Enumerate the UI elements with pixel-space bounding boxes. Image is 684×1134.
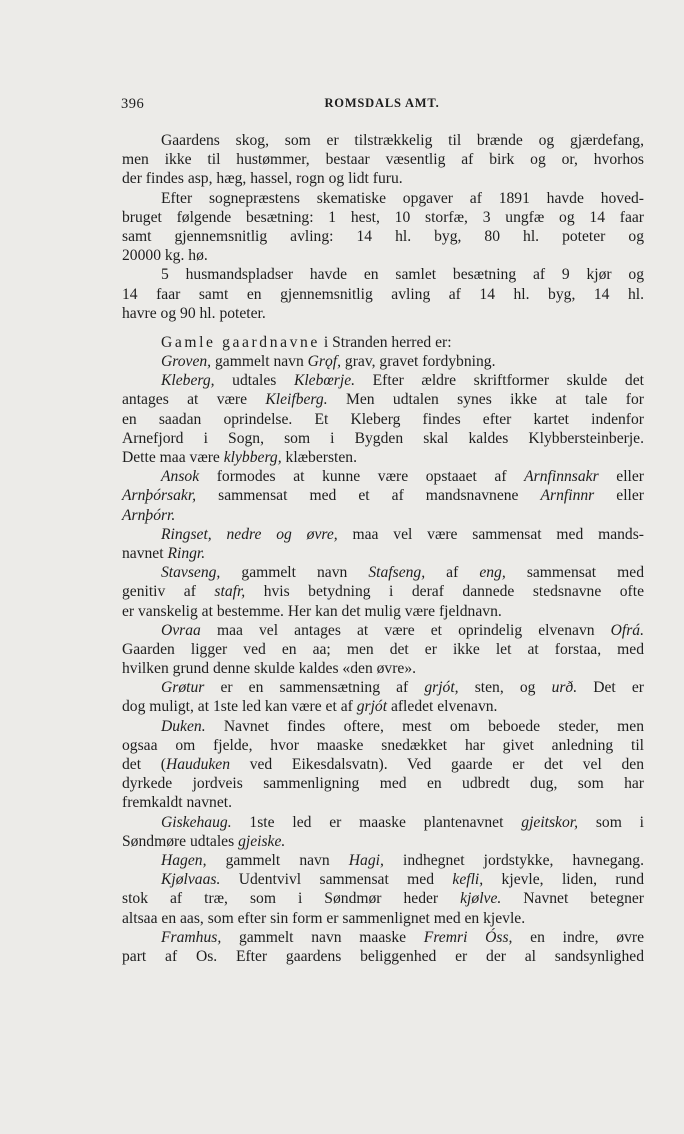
text-segment: formodes at kunne være opstaaet af bbox=[199, 468, 525, 486]
running-title: ROMSDALS AMT. bbox=[324, 96, 440, 110]
italic-term: kjølve. bbox=[460, 890, 502, 908]
italic-term: gjeitskor, bbox=[521, 813, 579, 831]
text-line bbox=[122, 717, 644, 736]
text-segment: stok af træ, som i Søndmør heder bbox=[122, 890, 461, 908]
text-segment: hvis betydning i deraf dannede stedsnavne ofte bbox=[245, 583, 644, 601]
text-segment: eller bbox=[594, 487, 644, 505]
text-line bbox=[122, 506, 644, 525]
text-segment: en indre, øvre bbox=[512, 928, 645, 946]
text-segment: i Stranden herred er: bbox=[319, 333, 452, 351]
italic-term: eng, bbox=[479, 564, 506, 582]
text-line bbox=[122, 832, 644, 851]
text-line bbox=[122, 467, 644, 486]
italic-term: Hagen, bbox=[161, 851, 207, 869]
text-line bbox=[122, 333, 644, 352]
text-line: men ikke til hustømmer, bestaar væsentlig af birk og or, hvorhos bbox=[122, 151, 644, 169]
text-segment: Navnet findes oftere, mest om beboede steder, men bbox=[205, 717, 644, 735]
text-segment: Det er bbox=[577, 679, 644, 697]
text-segment: det ( bbox=[122, 756, 166, 773]
italic-term: Arnþórsakr, bbox=[122, 487, 197, 505]
text-line: 5 husmandspladser havde en samlet besætning af 9 kjør og bbox=[161, 266, 644, 284]
italic-term: gjeiske. bbox=[238, 832, 286, 850]
text-segment: indhegnet jordstykke, havnegang. bbox=[383, 851, 644, 869]
italic-term: Stafseng, bbox=[368, 564, 426, 582]
text-line bbox=[122, 448, 644, 467]
text-segment: Navnet betegner bbox=[501, 890, 644, 908]
text-line: Arnefjord i Sogn, som i Bygden skal kaldes Klybbersteinberje. bbox=[122, 429, 644, 447]
italic-term: Fremri Óss, bbox=[423, 928, 513, 946]
italic-term: Hagi, bbox=[348, 851, 384, 869]
text-line bbox=[122, 390, 644, 409]
italic-term: Framhus, bbox=[161, 928, 222, 946]
italic-term: Giskehaug. bbox=[161, 813, 232, 831]
italic-term: Klebœrje. bbox=[293, 372, 356, 390]
text-segment: grav, gravet fordybning. bbox=[341, 353, 496, 371]
page-header bbox=[121, 96, 643, 116]
text-line bbox=[122, 544, 644, 563]
text-line: hvilken grund denne skulde kaldes «den øvre». bbox=[122, 660, 417, 678]
italic-term: urð. bbox=[551, 679, 578, 697]
text-segment: maa vel være sammensat med mands- bbox=[337, 525, 644, 543]
italic-term: stafr, bbox=[214, 583, 246, 601]
paragraph-gap bbox=[122, 323, 644, 333]
text-line bbox=[122, 813, 644, 832]
italic-term: Grǫf, bbox=[307, 353, 342, 371]
body-text bbox=[122, 131, 644, 966]
text-segment: Gamle gaardnavne bbox=[161, 333, 320, 351]
text-segment: dog muligt, at 1ste led kan være et af bbox=[122, 698, 357, 716]
text-segment: gammelt navn bbox=[206, 851, 349, 869]
text-segment: er en sammensætning af bbox=[204, 679, 425, 697]
text-segment: 1ste led er maaske plantenavnet bbox=[231, 813, 522, 831]
text-segment: Efter ældre skriftformer skulde det bbox=[355, 372, 644, 390]
text-line: Gaardens skog, som er tilstrækkelig til brænde og gjærdefang, bbox=[161, 132, 644, 149]
italic-term: Arnfinnsakr bbox=[524, 468, 599, 486]
text-line bbox=[122, 352, 644, 371]
text-line bbox=[122, 755, 644, 774]
text-line: Gaarden ligger ved en aa; men det er ikke let at forstaa, med bbox=[122, 640, 644, 658]
text-line bbox=[122, 563, 644, 582]
text-segment: sammensat med bbox=[505, 564, 644, 582]
text-line bbox=[122, 525, 644, 544]
text-segment: sammensat med et af mandsnavnene bbox=[196, 487, 541, 505]
text-line: havre og 90 hl. poteter. bbox=[122, 304, 266, 322]
italic-term: grjót bbox=[356, 698, 388, 716]
text-segment: afledet elvenavn. bbox=[387, 698, 498, 716]
text-line: er vanskelig at bestemme. Her kan det mulig være fjeldnavn. bbox=[122, 602, 502, 620]
italic-term: Arnfinnr bbox=[540, 487, 595, 505]
text-line: samt gjennemsnitlig avling: 14 hl. byg, 80 hl. poteter og bbox=[122, 227, 644, 245]
italic-term: klybberg, bbox=[223, 449, 282, 466]
text-line bbox=[122, 371, 644, 390]
text-segment: udtales bbox=[214, 372, 294, 390]
italic-term: Groven, bbox=[161, 353, 212, 371]
italic-term: Ringr. bbox=[167, 544, 206, 562]
text-line: dyrkede jordveis sammenligning med en udbredt dug, som har bbox=[122, 775, 644, 793]
text-segment: ved Eikesdalsvatn). Ved gaarde er det vel den bbox=[230, 756, 644, 773]
italic-term: kefli, bbox=[452, 871, 484, 889]
text-segment: af bbox=[425, 564, 480, 582]
text-segment: gammelt navn bbox=[220, 564, 369, 582]
text-line bbox=[122, 621, 644, 640]
text-line: 20000 kg. hø. bbox=[122, 247, 208, 265]
text-line bbox=[122, 697, 644, 716]
text-segment: Søndmøre udtales bbox=[122, 832, 239, 850]
italic-term: Ansok bbox=[161, 468, 200, 486]
text-line: Efter sognepræstens skematiske opgaver af 1891 havde hoved- bbox=[161, 189, 644, 207]
text-segment: kjevle, liden, rund bbox=[483, 871, 644, 889]
text-segment: maa vel antages at være et oprindelig elvenavn bbox=[200, 621, 611, 639]
text-segment: klæbersten. bbox=[281, 449, 357, 466]
text-line bbox=[122, 928, 644, 947]
text-segment: gammelt navn bbox=[211, 353, 308, 371]
italic-term: grjót, bbox=[424, 679, 459, 697]
text-segment: gammelt navn maaske bbox=[221, 928, 424, 946]
text-line: der findes asp, hæg, hassel, rogn og lidt furu. bbox=[122, 170, 403, 188]
text-line: bruget følgende besætning: 1 hest, 10 storfæ, 3 ungfæ og 14 faar bbox=[122, 208, 644, 226]
text-segment: eller bbox=[598, 468, 644, 486]
text-segment: som i bbox=[578, 813, 644, 831]
italic-term: Ovraa bbox=[161, 621, 201, 639]
text-line bbox=[122, 889, 644, 908]
text-segment: Dette maa være bbox=[122, 449, 224, 466]
text-line: part af Os. Efter gaardens beliggenhed er der al sandsynlighed bbox=[122, 947, 644, 965]
text-segment: navnet bbox=[122, 544, 168, 562]
text-line: altsaa en aas, som efter sin form er sammenlignet med en kjevle. bbox=[122, 909, 526, 927]
text-segment: sten, og bbox=[458, 679, 552, 697]
italic-term: Hauduken bbox=[165, 756, 231, 773]
text-line bbox=[122, 678, 644, 697]
italic-term: Duken. bbox=[161, 717, 206, 735]
text-line bbox=[122, 851, 644, 870]
text-line: ogsaa om fjelde, hvor maaske snedækket har givet anledning til bbox=[122, 736, 644, 754]
italic-term: Arnþórr. bbox=[122, 506, 176, 524]
text-segment: genitiv af bbox=[122, 583, 215, 601]
text-line: fremkaldt navnet. bbox=[122, 794, 232, 812]
italic-term: Kleifberg. bbox=[265, 391, 328, 409]
text-line bbox=[122, 486, 644, 505]
italic-term: Ofrá. bbox=[610, 621, 644, 639]
italic-term: Kleberg, bbox=[161, 372, 215, 390]
text-segment: Men udtalen synes ikke at tale for bbox=[327, 391, 644, 409]
text-line bbox=[122, 582, 644, 601]
text-line: 14 faar samt en gjennemsnitlig avling af 14 hl. byg, 14 hl. bbox=[122, 285, 644, 303]
italic-term: Kjølvaas. bbox=[161, 871, 221, 889]
italic-term: Grøtur bbox=[161, 679, 205, 697]
text-segment: antages at være bbox=[122, 391, 266, 409]
text-line bbox=[122, 870, 644, 889]
text-segment: Udentvivl sammensat med bbox=[220, 871, 453, 889]
italic-term: Ringset, nedre og øvre, bbox=[161, 525, 338, 543]
page-number: 396 bbox=[121, 96, 145, 112]
text-line: en saadan oprindelse. Et Kleberg findes efter kartet indenfor bbox=[122, 410, 644, 428]
italic-term: Stavseng, bbox=[161, 564, 221, 582]
